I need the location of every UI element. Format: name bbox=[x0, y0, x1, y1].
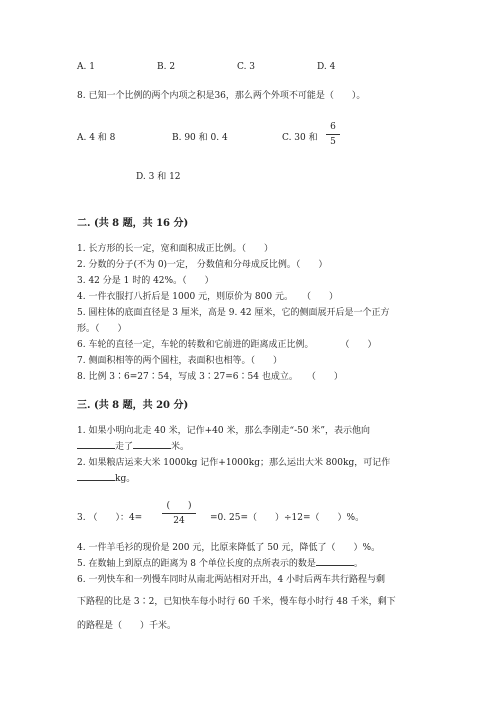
s3-q5-end: 。 bbox=[353, 559, 363, 569]
section2-item: 3. 42 分是 1 时的 42%。（ ） bbox=[77, 276, 214, 286]
q8-option-d: D. 3 和 12 bbox=[136, 172, 181, 182]
fraction-denominator: 24 bbox=[173, 516, 185, 526]
s3-q1-end: 米。 bbox=[171, 442, 190, 452]
answer-blank bbox=[77, 448, 115, 449]
section2-item: 形。（ ） bbox=[77, 324, 127, 334]
q8-option-c: C. 30 和 bbox=[282, 133, 318, 143]
answer-blank bbox=[133, 448, 171, 449]
s3-q5 bbox=[77, 556, 363, 569]
fraction-bar bbox=[162, 513, 196, 514]
s3-q2-line2 bbox=[77, 471, 135, 484]
q7-option-b: B. 2 bbox=[157, 62, 176, 72]
section2-item: 8. 比例 3∶6=27∶54，写成 3∶27=6∶54 也成立。 （ ） bbox=[77, 372, 343, 382]
fraction-denominator: 5 bbox=[330, 137, 336, 147]
answer-blank bbox=[77, 480, 115, 481]
q7-option-c: C. 3 bbox=[237, 62, 256, 72]
s3-q6-line1: 6. 一列快车和一列慢车同时从南北两站相对开出，4 小时后两车共行路程与剩 bbox=[77, 575, 386, 585]
s3-q3-part1: 3. （ ）：4= bbox=[77, 513, 143, 523]
fraction-bar bbox=[326, 134, 340, 135]
section2-item: 6. 车轮的直径一定，车轮的转数和它前进的距离成正比例。 （ ） bbox=[77, 340, 377, 350]
fraction-numerator: 6 bbox=[330, 122, 336, 132]
s3-q2-line1: 2. 如果粮店运来大米 1000kg 记作+1000kg；那么运出大米 800kg，可记作 bbox=[77, 458, 391, 468]
q7-option-d: D. 4 bbox=[317, 62, 336, 72]
section2-item: 4. 一件衣服打八折后是 1000 元，则原价为 800 元。 （ ） bbox=[77, 292, 338, 302]
answer-blank bbox=[316, 565, 354, 566]
s3-q6-line2: 下路程的比是 3∶2，已知快车每小时行 60 千米，慢车每小时行 48 千米，剩下 bbox=[77, 597, 396, 607]
s3-q3-fraction bbox=[162, 498, 196, 526]
section2-item: 5. 圆柱体的底面直径是 3 厘米，高是 9. 42 厘米，它的侧面展开后是一个正方 bbox=[77, 308, 390, 318]
section2-item: 2. 分数的分子(不为 0)一定， 分数值和分母成反比例。（ ） bbox=[77, 260, 328, 270]
fraction-numerator: ( ) bbox=[166, 501, 192, 511]
section3-heading: 三. (共 8 题，共 20 分) bbox=[77, 400, 189, 411]
s3-q3-part2: =0. 25=（ ）÷12=（ ）%。 bbox=[210, 513, 365, 523]
section2-item: 1. 长方形的长一定，宽和面积成正比例。（ ） bbox=[77, 244, 273, 254]
s3-q5-text: 5. 在数轴上到原点的距离为 8 个单位长度的点所表示的数是 bbox=[77, 559, 316, 569]
section2-heading: 二. (共 8 题，共 16 分) bbox=[77, 218, 189, 229]
q8-stem: 8. 已知一个比例的两个内项之积是36，那么两个外项不可能是（ ）。 bbox=[77, 91, 366, 101]
s3-q1-line2 bbox=[77, 439, 189, 452]
s3-q6-line3: 的路程是（ ）千米。 bbox=[77, 621, 177, 631]
section2-item: 7. 侧面积相等的两个圆柱，表面积也相等。（ ） bbox=[77, 356, 282, 366]
q8-option-a: A. 4 和 8 bbox=[77, 133, 116, 143]
s3-q1-mid: 走了 bbox=[115, 442, 134, 452]
s3-q1-line1: 1. 如果小明向北走 40 米，记作+40 米，那么李刚走“-50 米”，表示他向 bbox=[77, 426, 371, 436]
q8-option-b: B. 90 和 0. 4 bbox=[172, 133, 228, 143]
s3-q2-end: kg。 bbox=[115, 474, 136, 484]
q8-option-c-fraction bbox=[326, 122, 340, 147]
s3-q4: 4. 一件羊毛衫的现价是 200 元，比原来降低了 50 元，降低了（ ）%。 bbox=[77, 543, 381, 553]
q7-option-a: A. 1 bbox=[77, 62, 95, 72]
